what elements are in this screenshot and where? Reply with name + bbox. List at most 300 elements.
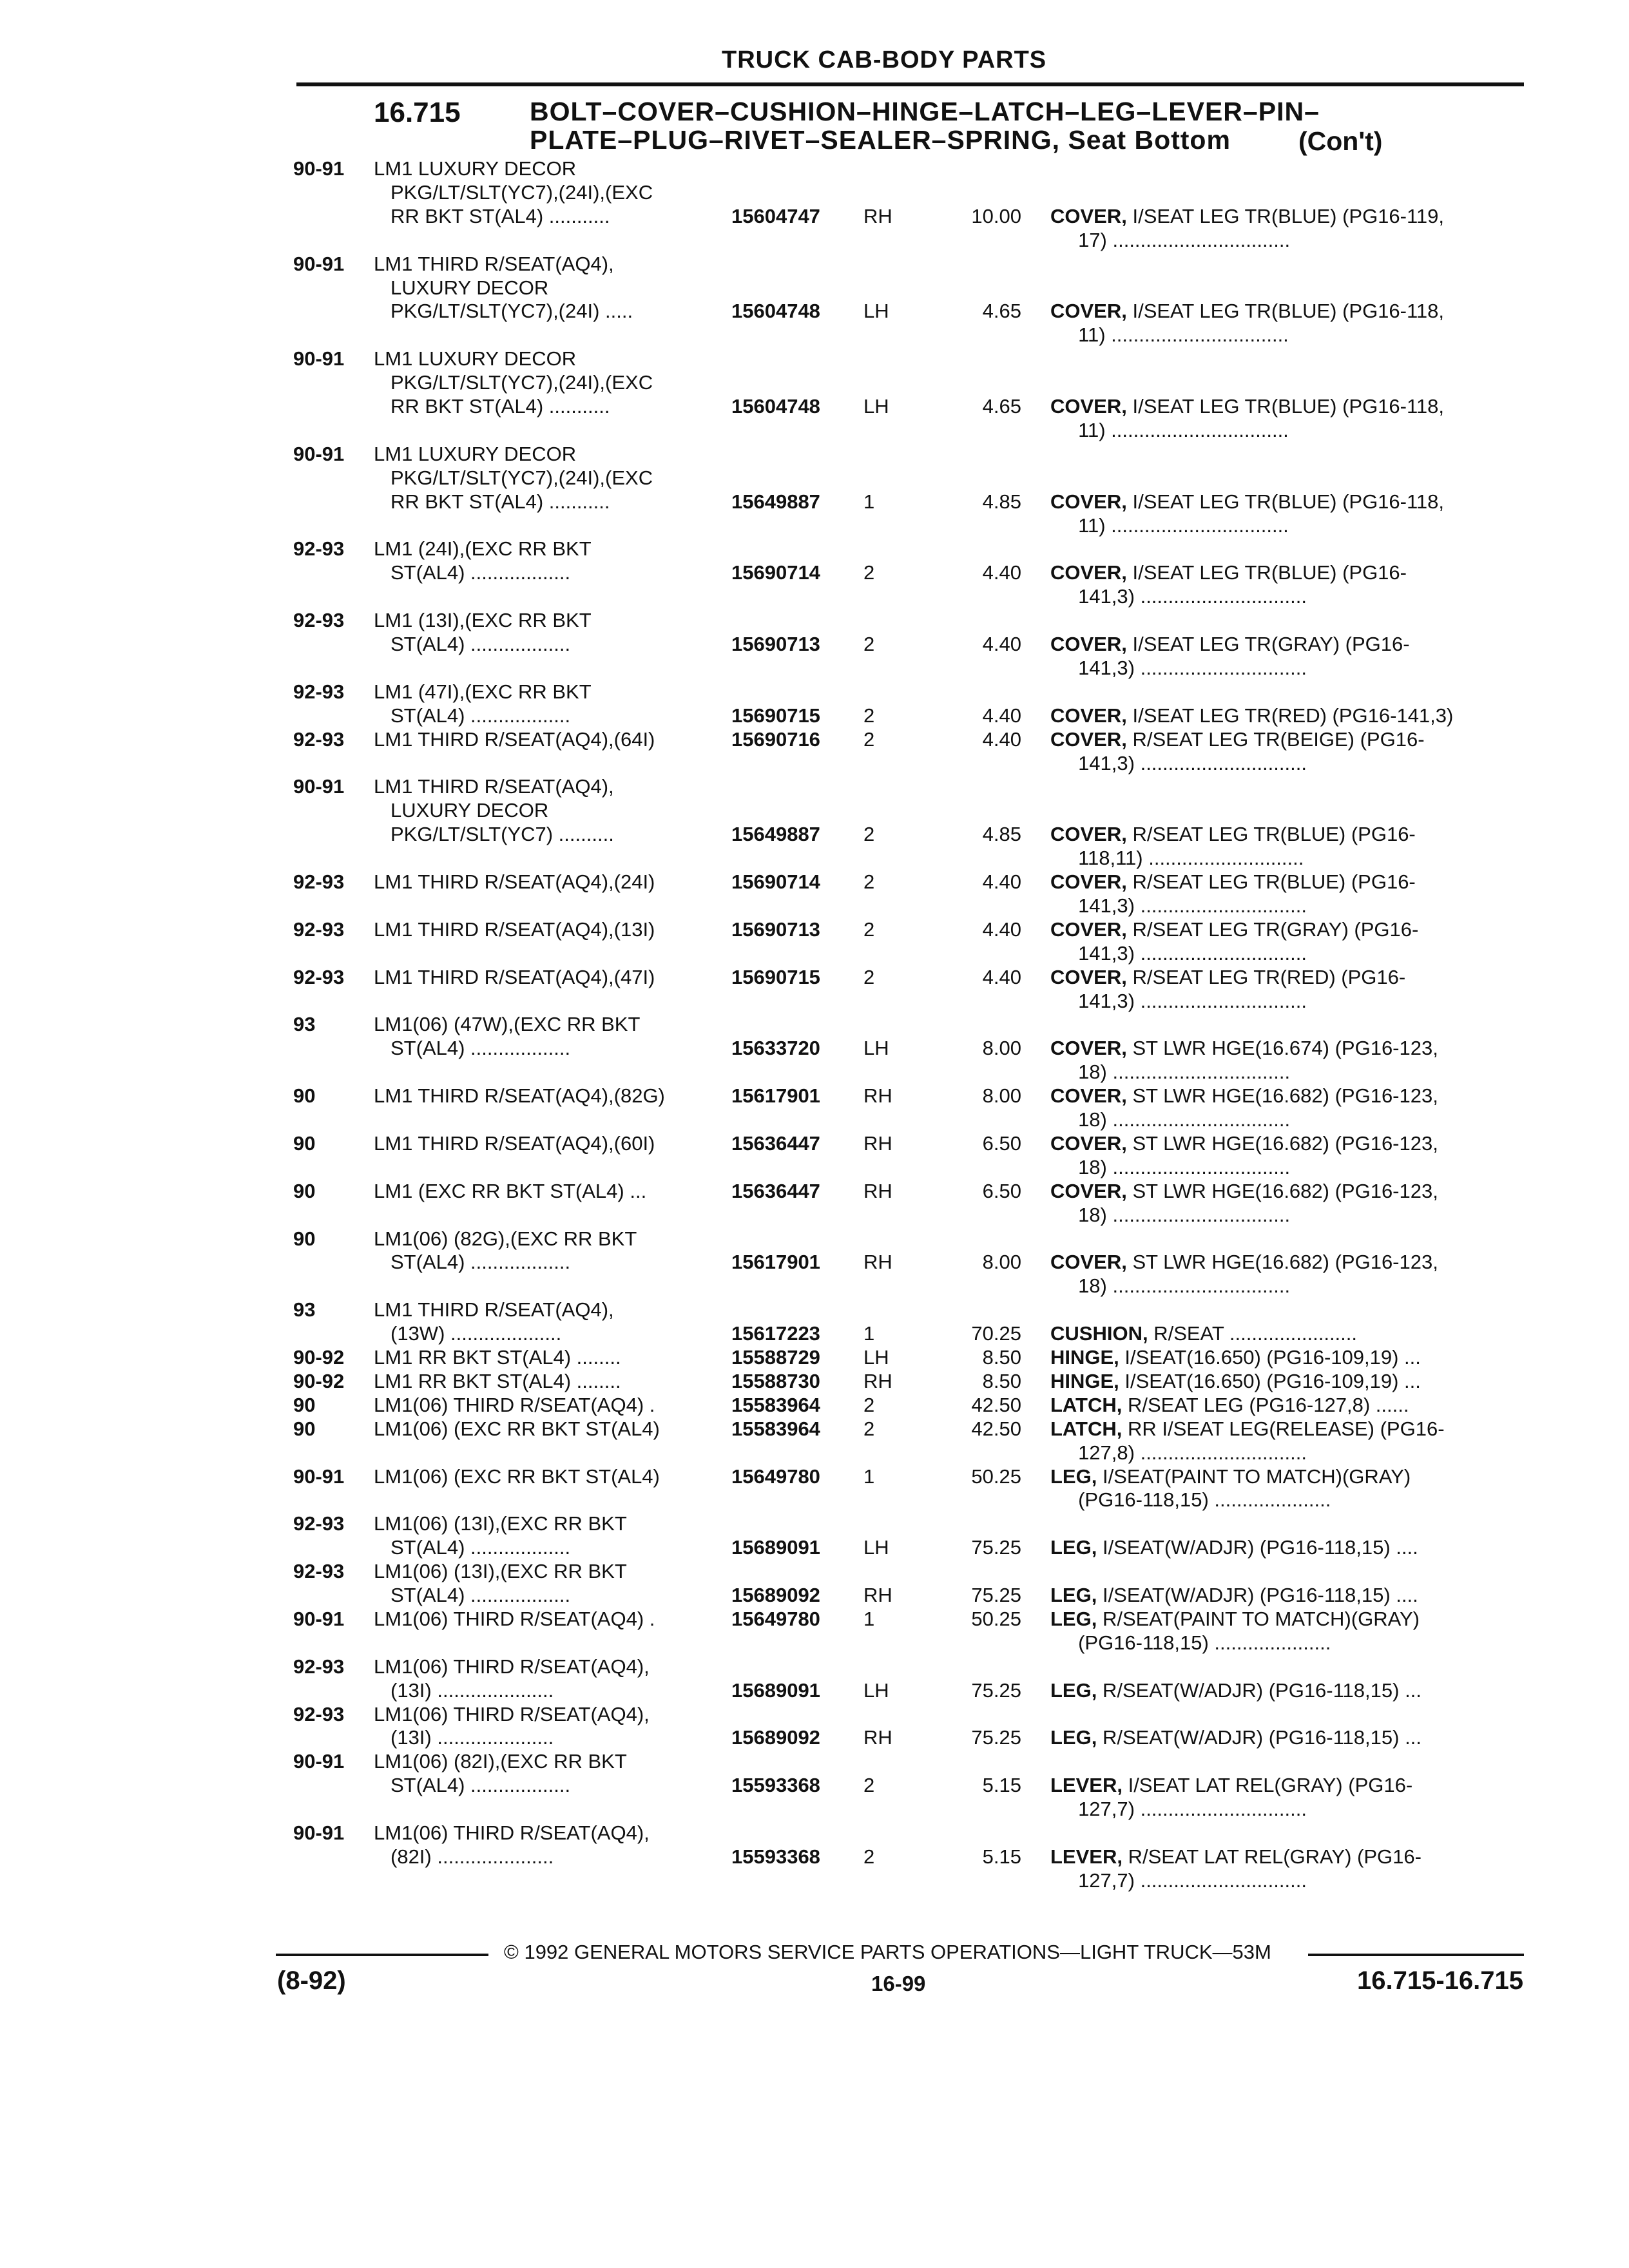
list-line (0, 631, 1629, 657)
usage-description: LUXURY DECOR (390, 799, 549, 822)
model-year: 90 (293, 1417, 316, 1440)
quantity: 2 (863, 1393, 875, 1416)
part-number: 15633720 (731, 1037, 820, 1060)
usage-description: LM1 (13I),(EXC RR BKT (374, 609, 592, 632)
list-line (0, 536, 1629, 562)
section-number: 16.715 (374, 97, 461, 128)
part-number: 15689092 (731, 1584, 820, 1606)
usage-description: LM1 THIRD R/SEAT(AQ4), (374, 252, 614, 275)
part-number: 15649887 (731, 823, 820, 846)
model-year: 93 (293, 1013, 316, 1036)
quantity: 2 (863, 823, 875, 846)
list-line (0, 798, 1629, 823)
list-line (0, 941, 1629, 966)
list-line (0, 1083, 1629, 1109)
part-name: 127,7) .............................. (1050, 1869, 1307, 1892)
model-year: 92-93 (293, 870, 345, 893)
part-name: 11) ................................ (1050, 514, 1289, 537)
usage-description: RR BKT ST(AL4) ........... (390, 395, 610, 418)
part-name: COVER, ST LWR HGE(16.682) (PG16-123, (1050, 1084, 1438, 1108)
part-number: 15690714 (731, 561, 820, 584)
part-name: 18) ................................ (1050, 1061, 1291, 1084)
list-line (0, 346, 1629, 372)
part-name: 141,3) .............................. (1050, 989, 1307, 1012)
usage-description: LM1(06) (82I),(EXC RR BKT (374, 1750, 627, 1773)
part-name: COVER, ST LWR HGE(16.682) (PG16-123, (1050, 1251, 1438, 1274)
list-line (0, 1440, 1629, 1466)
list-line (0, 1059, 1629, 1085)
part-number: 15649887 (731, 490, 820, 513)
part-name: COVER, I/SEAT LEG TR(BLUE) (PG16- (1050, 561, 1407, 584)
list-line (0, 774, 1629, 800)
part-number: 15636447 (731, 1131, 820, 1155)
usage-description: LM1 LUXURY DECOR (374, 442, 577, 465)
part-name: COVER, R/SEAT LEG TR(RED) (PG16- (1050, 965, 1406, 988)
model-year: 90 (293, 1131, 316, 1155)
part-name: 141,3) .............................. (1050, 751, 1307, 774)
list-line (0, 1202, 1629, 1228)
usage-description: ST(AL4) .................. (390, 704, 571, 727)
list-line (0, 727, 1629, 753)
usage-description: LM1 THIRD R/SEAT(AQ4), (374, 775, 614, 798)
list-line (0, 394, 1629, 419)
usage-description: LM1(06) (EXC RR BKT ST(AL4) (374, 1465, 660, 1488)
usage-description: LM1(06) (82G),(EXC RR BKT (374, 1227, 637, 1250)
list-line (0, 1273, 1629, 1299)
list-line (0, 1321, 1629, 1347)
part-name: 141,3) .............................. (1050, 585, 1307, 608)
price: 42.50 (971, 1417, 1021, 1440)
quantity: 1 (863, 1607, 875, 1630)
price: 4.40 (982, 633, 1021, 655)
part-name: LEG, R/SEAT(W/ADJR) (PG16-118,15) ... (1050, 1678, 1422, 1702)
usage-description: LM1 THIRD R/SEAT(AQ4),(82G) (374, 1084, 665, 1108)
page-header-title: TRUCK CAB-BODY PARTS (722, 46, 1047, 73)
quantity: 2 (863, 1417, 875, 1440)
list-line (0, 1249, 1629, 1275)
part-name: 141,3) .............................. (1050, 656, 1307, 679)
part-number: 15593368 (731, 1845, 820, 1868)
list-line (0, 1654, 1629, 1680)
list-line (0, 703, 1629, 729)
usage-description: ST(AL4) .................. (390, 1251, 571, 1274)
price: 50.25 (971, 1465, 1021, 1488)
usage-description: LM1(06) THIRD R/SEAT(AQ4), (374, 1702, 650, 1725)
usage-description: LM1(06) THIRD R/SEAT(AQ4) . (374, 1607, 655, 1630)
list-line (0, 1297, 1629, 1323)
price: 6.50 (982, 1131, 1021, 1155)
list-line (0, 584, 1629, 610)
part-number: 15604747 (731, 204, 820, 227)
part-name: COVER, ST LWR HGE(16.682) (PG16-123, (1050, 1131, 1438, 1155)
list-line (0, 1678, 1629, 1704)
part-number: 15649780 (731, 1607, 820, 1630)
model-year: 90-91 (293, 775, 345, 798)
model-year: 92-93 (293, 918, 345, 941)
footer-copyright: © 1992 GENERAL MOTORS SERVICE PARTS OPERATIONS—LIGHT TRUCK—53M (504, 1941, 1271, 1963)
price: 8.00 (982, 1037, 1021, 1060)
part-name: 11) ................................ (1050, 418, 1289, 441)
part-name: LEVER, I/SEAT LAT REL(GRAY) (PG16- (1050, 1774, 1413, 1797)
usage-description: LM1 THIRD R/SEAT(AQ4),(60I) (374, 1131, 655, 1155)
usage-description: RR BKT ST(AL4) ........... (390, 204, 610, 227)
part-name: (PG16-118,15) ..................... (1050, 1488, 1331, 1512)
quantity: LH (863, 1346, 889, 1369)
part-number: 15690713 (731, 918, 820, 941)
usage-description: ST(AL4) .................. (390, 1037, 571, 1060)
usage-description: LM1 THIRD R/SEAT(AQ4),(24I) (374, 870, 655, 893)
part-name: COVER, I/SEAT LEG TR(RED) (PG16-141,3) (1050, 704, 1454, 727)
quantity: 2 (863, 561, 875, 584)
usage-description: LM1(06) (47W),(EXC RR BKT (374, 1013, 641, 1036)
usage-description: LM1 THIRD R/SEAT(AQ4),(64I) (374, 727, 655, 751)
quantity: RH (863, 1084, 892, 1108)
usage-description: LM1(06) (13I),(EXC RR BKT (374, 1512, 627, 1535)
usage-description: PKG/LT/SLT(YC7),(24I),(EXC (390, 466, 653, 489)
part-number: 15690716 (731, 727, 820, 751)
part-name: LEG, I/SEAT(PAINT TO MATCH)(GRAY) (1050, 1465, 1411, 1488)
section-continued-label: (Con't) (1298, 126, 1383, 156)
model-year: 92-93 (293, 1560, 345, 1583)
part-name: LATCH, R/SEAT LEG (PG16-127,8) ...... (1050, 1393, 1409, 1416)
quantity: 2 (863, 633, 875, 655)
list-line (0, 1844, 1629, 1870)
list-line (0, 869, 1629, 895)
price: 75.25 (971, 1584, 1021, 1606)
model-year: 92-93 (293, 1702, 345, 1725)
part-number: 15636447 (731, 1179, 820, 1202)
usage-description: ST(AL4) .................. (390, 1536, 571, 1559)
usage-description: PKG/LT/SLT(YC7),(24I) ..... (390, 300, 633, 323)
quantity: 2 (863, 1774, 875, 1797)
usage-description: LM1(06) THIRD R/SEAT(AQ4), (374, 1821, 650, 1844)
quantity: 2 (863, 918, 875, 941)
list-line (0, 1749, 1629, 1774)
quantity: 2 (863, 870, 875, 893)
part-name: 18) ................................ (1050, 1108, 1291, 1131)
list-line (0, 1796, 1629, 1822)
model-year: 90-91 (293, 442, 345, 465)
list-line (0, 204, 1629, 229)
list-line (0, 1773, 1629, 1798)
list-line (0, 655, 1629, 681)
part-number: 15690715 (731, 965, 820, 988)
quantity: 1 (863, 1322, 875, 1345)
part-name: 18) ................................ (1050, 1274, 1291, 1298)
part-name: LEVER, R/SEAT LAT REL(GRAY) (PG16- (1050, 1845, 1422, 1868)
usage-description: PKG/LT/SLT(YC7),(24I),(EXC (390, 180, 653, 204)
model-year: 92-93 (293, 609, 345, 632)
quantity: RH (863, 1131, 892, 1155)
price: 4.85 (982, 823, 1021, 846)
list-line (0, 1035, 1629, 1061)
model-year: 90-92 (293, 1369, 345, 1392)
part-name: (PG16-118,15) ..................... (1050, 1631, 1331, 1654)
list-line (0, 156, 1629, 182)
quantity: RH (863, 1251, 892, 1274)
price: 4.40 (982, 870, 1021, 893)
part-number: 15588729 (731, 1346, 820, 1369)
part-name: 18) ................................ (1050, 1203, 1291, 1226)
part-number: 15617223 (731, 1322, 820, 1345)
list-line (0, 441, 1629, 467)
model-year: 90-91 (293, 157, 345, 180)
usage-description: LM1(06) (13I),(EXC RR BKT (374, 1560, 627, 1583)
list-line (0, 751, 1629, 776)
part-name: CUSHION, R/SEAT ....................... (1050, 1322, 1358, 1345)
list-line (0, 1511, 1629, 1537)
list-line (0, 227, 1629, 253)
list-line (0, 1820, 1629, 1846)
list-line (0, 275, 1629, 301)
part-name: LEG, R/SEAT(PAINT TO MATCH)(GRAY) (1050, 1607, 1420, 1630)
usage-description: (13I) ..................... (390, 1726, 554, 1749)
list-line (0, 1369, 1629, 1394)
price: 4.40 (982, 727, 1021, 751)
part-name: COVER, I/SEAT LEG TR(GRAY) (PG16- (1050, 633, 1410, 655)
part-number: 15690713 (731, 633, 820, 655)
part-name: COVER, R/SEAT LEG TR(BLUE) (PG16- (1050, 823, 1416, 846)
quantity: 2 (863, 727, 875, 751)
list-line (0, 679, 1629, 705)
list-line (0, 513, 1629, 539)
usage-description: (82I) ..................... (390, 1845, 554, 1868)
usage-description: LM1 (EXC RR BKT ST(AL4) ... (374, 1179, 647, 1202)
price: 50.25 (971, 1607, 1021, 1630)
usage-description: LM1 RR BKT ST(AL4) ........ (374, 1346, 621, 1369)
footer-range: 16.715-16.715 (1356, 1966, 1523, 1995)
part-name: HINGE, I/SEAT(16.650) (PG16-109,19) ... (1050, 1346, 1421, 1369)
model-year: 92-93 (293, 965, 345, 988)
part-number: 15617901 (731, 1084, 820, 1108)
usage-description: LM1 RR BKT ST(AL4) ........ (374, 1369, 621, 1392)
part-name: 18) ................................ (1050, 1155, 1291, 1178)
quantity: 2 (863, 965, 875, 988)
usage-description: LM1 THIRD R/SEAT(AQ4),(47I) (374, 965, 655, 988)
quantity: RH (863, 204, 892, 227)
part-name: COVER, I/SEAT LEG TR(BLUE) (PG16-118, (1050, 490, 1445, 513)
quantity: LH (863, 300, 889, 323)
model-year: 90-92 (293, 1346, 345, 1369)
price: 8.50 (982, 1369, 1021, 1392)
part-name: 141,3) .............................. (1050, 941, 1307, 965)
price: 4.65 (982, 395, 1021, 418)
part-number: 15604748 (731, 395, 820, 418)
list-line (0, 1178, 1629, 1204)
price: 70.25 (971, 1322, 1021, 1345)
list-line (0, 298, 1629, 324)
part-number: 15690715 (731, 704, 820, 727)
list-line (0, 917, 1629, 943)
part-number: 15689091 (731, 1536, 820, 1559)
list-line (0, 1155, 1629, 1180)
usage-description: LM1 THIRD R/SEAT(AQ4), (374, 1298, 614, 1321)
list-line (0, 893, 1629, 919)
list-line (0, 608, 1629, 633)
part-number: 15583964 (731, 1417, 820, 1440)
price: 4.85 (982, 490, 1021, 513)
price: 8.00 (982, 1084, 1021, 1108)
model-year: 90 (293, 1227, 316, 1250)
section-title-line1: BOLT–COVER–CUSHION–HINGE–LATCH–LEG–LEVER–PIN– (530, 97, 1320, 126)
usage-description: LM1(06) THIRD R/SEAT(AQ4) . (374, 1393, 655, 1416)
quantity: LH (863, 1678, 889, 1702)
usage-description: LM1 (47I),(EXC RR BKT (374, 680, 592, 703)
part-name: COVER, R/SEAT LEG TR(BLUE) (PG16- (1050, 870, 1416, 893)
list-line (0, 1868, 1629, 1894)
list-line (0, 1582, 1629, 1608)
part-name: LEG, I/SEAT(W/ADJR) (PG16-118,15) .... (1050, 1584, 1418, 1606)
list-line (0, 489, 1629, 515)
part-name: 17) ................................ (1050, 228, 1291, 251)
quantity: RH (863, 1179, 892, 1202)
list-line (0, 370, 1629, 396)
part-name: COVER, R/SEAT LEG TR(BEIGE) (PG16- (1050, 727, 1425, 751)
list-line (0, 1487, 1629, 1513)
usage-description: ST(AL4) .................. (390, 561, 571, 584)
part-name: 11) ................................ (1050, 323, 1289, 347)
list-line (0, 1416, 1629, 1442)
list-line (0, 1606, 1629, 1632)
price: 10.00 (971, 204, 1021, 227)
quantity: 2 (863, 704, 875, 727)
part-number: 15593368 (731, 1774, 820, 1797)
list-line (0, 822, 1629, 847)
part-name: 118,11) ............................ (1050, 847, 1304, 870)
usage-description: (13I) ..................... (390, 1678, 554, 1702)
part-number: 15583964 (731, 1393, 820, 1416)
quantity: RH (863, 1369, 892, 1392)
list-line (0, 1464, 1629, 1490)
usage-description: LM1 LUXURY DECOR (374, 347, 577, 370)
list-line (0, 322, 1629, 348)
model-year: 92-93 (293, 537, 345, 561)
list-line (0, 1012, 1629, 1037)
part-name: COVER, I/SEAT LEG TR(BLUE) (PG16-118, (1050, 395, 1445, 418)
list-line (0, 1392, 1629, 1418)
usage-description: PKG/LT/SLT(YC7),(24I),(EXC (390, 371, 653, 394)
footer-rule-right (1308, 1954, 1524, 1956)
usage-description: LM1(06) THIRD R/SEAT(AQ4), (374, 1655, 650, 1678)
price: 75.25 (971, 1726, 1021, 1749)
quantity: LH (863, 1536, 889, 1559)
list-line (0, 1630, 1629, 1656)
part-number: 15588730 (731, 1369, 820, 1392)
usage-description: RR BKT ST(AL4) ........... (390, 490, 610, 513)
price: 8.50 (982, 1346, 1021, 1369)
price: 8.00 (982, 1251, 1021, 1274)
usage-description: ST(AL4) .................. (390, 633, 571, 655)
footer-date: (8-92) (277, 1966, 346, 1995)
list-line (0, 560, 1629, 586)
price: 6.50 (982, 1179, 1021, 1202)
list-line (0, 180, 1629, 206)
model-year: 92-93 (293, 680, 345, 703)
quantity: 1 (863, 1465, 875, 1488)
part-name: LEG, I/SEAT(W/ADJR) (PG16-118,15) .... (1050, 1536, 1418, 1559)
quantity: 1 (863, 490, 875, 513)
part-name: 141,3) .............................. (1050, 894, 1307, 917)
footer-page-number: 16-99 (871, 1972, 926, 1995)
part-name: 127,8) .............................. (1050, 1441, 1307, 1464)
list-line (0, 965, 1629, 990)
price: 4.40 (982, 918, 1021, 941)
usage-description: LM1 THIRD R/SEAT(AQ4),(13I) (374, 918, 655, 941)
list-line (0, 1226, 1629, 1252)
footer-rule-left (276, 1954, 488, 1956)
price: 42.50 (971, 1393, 1021, 1416)
part-number: 15689092 (731, 1726, 820, 1749)
usage-description: LM1 LUXURY DECOR (374, 157, 577, 180)
part-name: COVER, R/SEAT LEG TR(GRAY) (PG16- (1050, 918, 1419, 941)
model-year: 93 (293, 1298, 316, 1321)
price: 75.25 (971, 1536, 1021, 1559)
model-year: 92-93 (293, 1512, 345, 1535)
list-line (0, 1725, 1629, 1751)
part-name: COVER, ST LWR HGE(16.674) (PG16-123, (1050, 1037, 1438, 1060)
quantity: RH (863, 1584, 892, 1606)
usage-description: PKG/LT/SLT(YC7) .......... (390, 823, 614, 846)
quantity: RH (863, 1726, 892, 1749)
model-year: 90 (293, 1084, 316, 1108)
price: 5.15 (982, 1774, 1021, 1797)
list-line (0, 1107, 1629, 1133)
usage-description: LM1(06) (EXC RR BKT ST(AL4) (374, 1417, 660, 1440)
part-number: 15604748 (731, 300, 820, 323)
part-name: HINGE, I/SEAT(16.650) (PG16-109,19) ... (1050, 1369, 1421, 1392)
section-title-line2: PLATE–PLUG–RIVET–SEALER–SPRING, Seat Bottom (530, 125, 1231, 155)
model-year: 92-93 (293, 1655, 345, 1678)
model-year: 90-91 (293, 252, 345, 275)
part-name: LATCH, RR I/SEAT LEG(RELEASE) (PG16- (1050, 1417, 1445, 1440)
price: 4.40 (982, 561, 1021, 584)
model-year: 90-91 (293, 1607, 345, 1630)
part-number: 15690714 (731, 870, 820, 893)
list-line (0, 418, 1629, 443)
part-name: COVER, ST LWR HGE(16.682) (PG16-123, (1050, 1179, 1438, 1202)
price: 5.15 (982, 1845, 1021, 1868)
model-year: 90-91 (293, 347, 345, 370)
quantity: LH (863, 1037, 889, 1060)
price: 4.65 (982, 300, 1021, 323)
usage-description: ST(AL4) .................. (390, 1774, 571, 1797)
usage-description: LM1 (24I),(EXC RR BKT (374, 537, 592, 561)
price: 4.40 (982, 704, 1021, 727)
part-number: 15649780 (731, 1465, 820, 1488)
price: 4.40 (982, 965, 1021, 988)
list-line (0, 1702, 1629, 1727)
list-line (0, 1345, 1629, 1370)
list-line (0, 1559, 1629, 1584)
model-year: 90-91 (293, 1750, 345, 1773)
model-year: 90-91 (293, 1821, 345, 1844)
list-line (0, 251, 1629, 277)
part-number: 15689091 (731, 1678, 820, 1702)
usage-description: (13W) .................... (390, 1322, 562, 1345)
part-name: COVER, I/SEAT LEG TR(BLUE) (PG16-119, (1050, 204, 1445, 227)
list-line (0, 988, 1629, 1014)
part-name: COVER, I/SEAT LEG TR(BLUE) (PG16-118, (1050, 300, 1445, 323)
list-line (0, 1535, 1629, 1561)
model-year: 90 (293, 1179, 316, 1202)
list-line (0, 465, 1629, 491)
part-name: LEG, R/SEAT(W/ADJR) (PG16-118,15) ... (1050, 1726, 1422, 1749)
quantity: LH (863, 395, 889, 418)
model-year: 92-93 (293, 727, 345, 751)
price: 75.25 (971, 1678, 1021, 1702)
model-year: 90-91 (293, 1465, 345, 1488)
list-line (0, 845, 1629, 871)
